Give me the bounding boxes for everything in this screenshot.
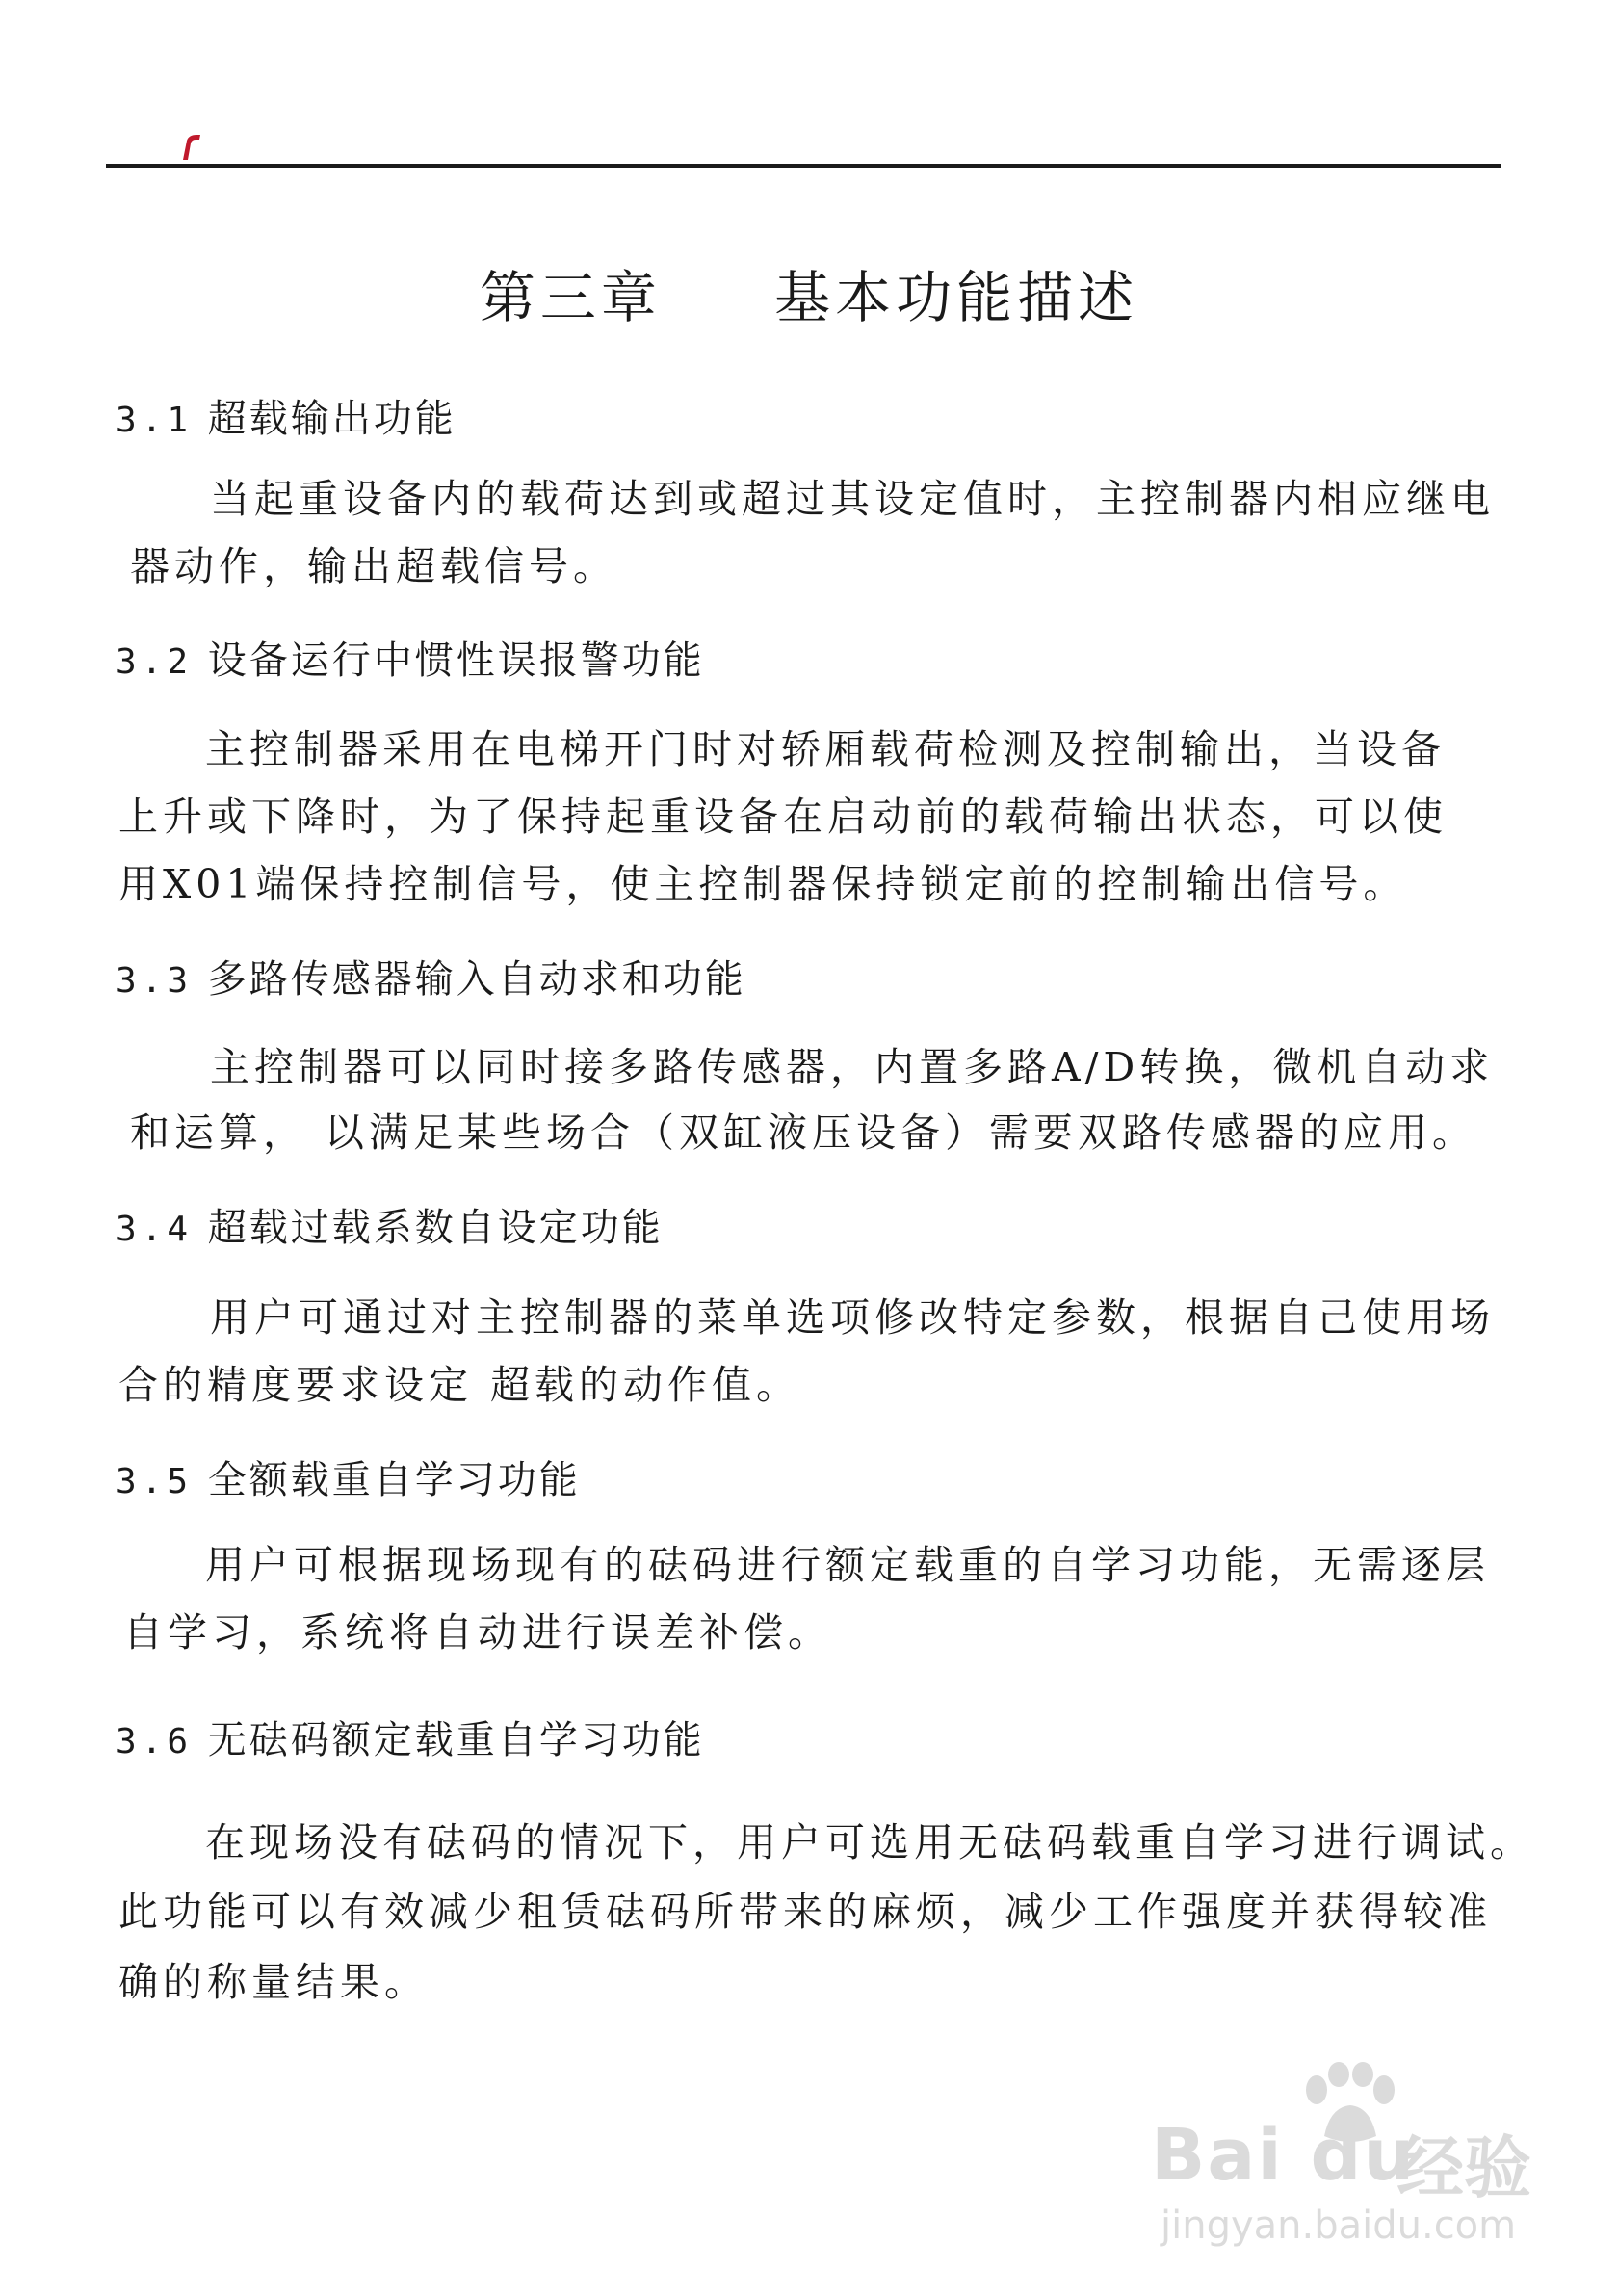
paragraph-line: 用X01端保持控制信号，使主控制器保持锁定前的控制输出信号。 [118,861,1408,907]
watermark-brand: Bai du [1151,2114,1417,2197]
paragraph-line: 器动作，输出超载信号。 [130,543,617,589]
paragraph-line: 在现场没有砝码的情况下，用户可选用无砝码载重自学习进行调试。 [205,1819,1534,1866]
paragraph-line: 当起重设备内的载荷达到或超过其设定值时，主控制器内相应继电 [210,476,1495,522]
section-heading [116,1449,581,1504]
watermark-brand-cn: 经验 [1396,2128,1531,2207]
paragraph-line: 确的称量结果。 [118,1959,429,2005]
header-rule [106,164,1501,168]
section-heading [116,630,705,685]
paragraph-line: 合的精度要求设定 超载的动作值。 [118,1362,801,1408]
section-heading [116,388,457,443]
section-title: 超载输出功能 [207,397,457,441]
section-title: 设备运行中惯性误报警功能 [207,639,705,683]
section-number: 3.4 [116,1210,194,1249]
paragraph-line: 用户可根据现场现有的砝码进行额定载重的自学习功能，无需逐层 [205,1542,1490,1588]
paragraph-line: 用户可通过对主控制器的菜单选项修改特定参数，根据自己使用场 [210,1294,1495,1341]
paragraph-line: 主控制器采用在电梯开门时对轿厢载荷检测及控制输出，当设备 [205,726,1446,772]
paragraph-line: 主控制器可以同时接多路传感器，内置多路A/D转换，微机自动求 [210,1044,1495,1090]
paragraph-line: 此功能可以有效减少租赁砝码所带来的麻烦，减少工作强度并获得较准 [118,1889,1492,1935]
brand-logo-icon [179,133,200,160]
watermark-url: jingyan.baidu.com [1161,2204,1517,2248]
section-number: 3.5 [116,1462,194,1501]
paragraph-line: 自学习，系统将自动进行误差补偿。 [123,1609,832,1656]
section-heading [116,1197,664,1252]
section-title: 全额载重自学习功能 [207,1458,581,1502]
section-number: 3.1 [116,401,194,440]
section-number: 3.6 [116,1722,194,1761]
section-title: 多路传感器输入自动求和功能 [207,957,746,1002]
section-heading [116,949,746,1004]
section-title: 超载过载系数自设定功能 [207,1206,664,1250]
paragraph-line: 上升或下降时，为了保持起重设备在启动前的载荷输出状态，可以使 [118,794,1448,840]
section-title: 无砝码额定载重自学习功能 [207,1718,705,1762]
section-number: 3.3 [116,961,194,1001]
chapter-title: 第三章 基本功能描述 [479,265,1139,330]
section-heading [116,1709,705,1764]
baidu-jingyan-watermark [1151,2061,1555,2254]
paragraph-line: 和运算， 以满足某些场合（双缸液压设备）需要双路传感器的应用。 [130,1109,1477,1156]
section-number: 3.2 [116,642,194,682]
